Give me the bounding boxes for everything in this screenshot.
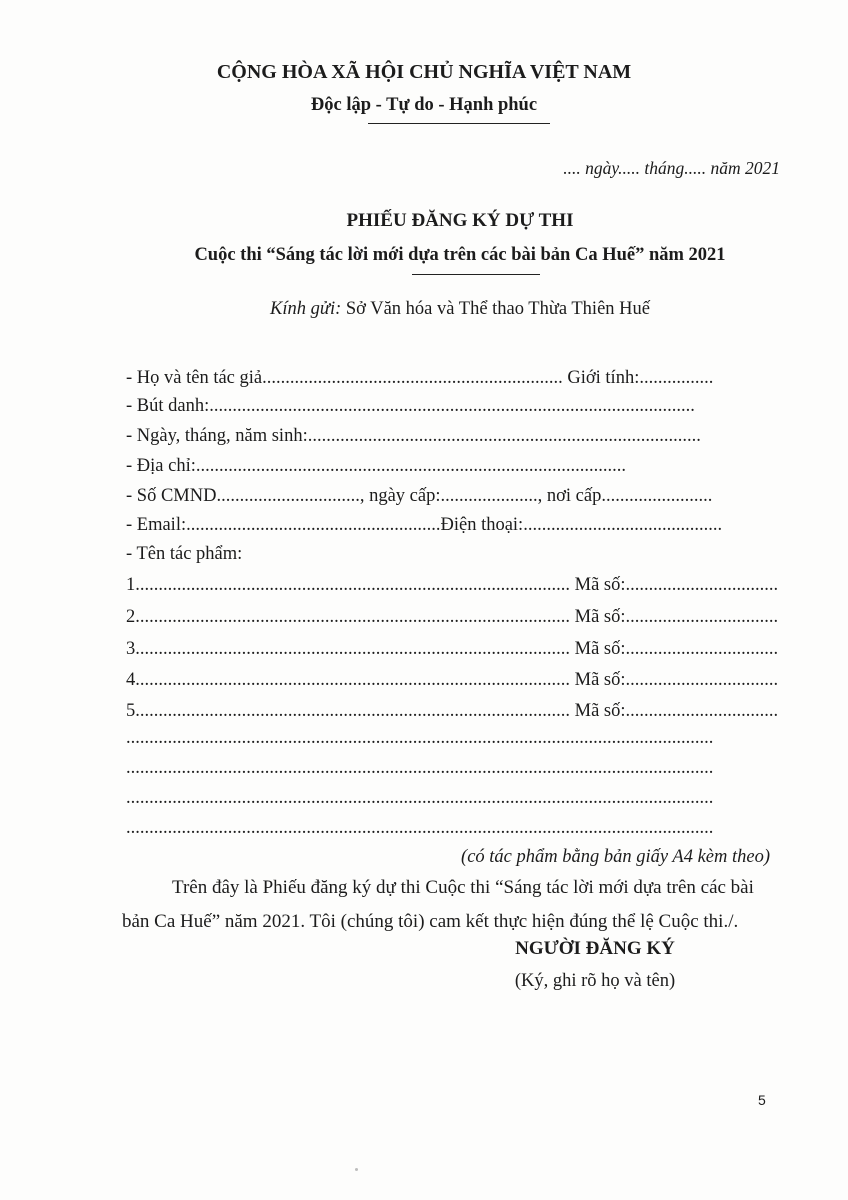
- pen-name-field[interactable]: - Bút danh:.........................................................................................................: [126, 396, 695, 416]
- extra-line-2[interactable]: ...............................................................................................................................: [126, 758, 714, 778]
- recipient-name: Sở Văn hóa và Thể thao Thừa Thiên Huế: [341, 299, 650, 319]
- attachment-note: (có tác phẩm bằng bản giấy A4 kèm theo): [461, 847, 770, 867]
- id-card-field[interactable]: - Số CMND..............................., ngày cấp:....................., nơi cấp........................: [126, 486, 713, 506]
- work-entry-4[interactable]: 4.............................................................................................. Mã số:.................................: [126, 670, 779, 690]
- scan-speck: [355, 1168, 358, 1171]
- page-number: 5: [758, 1092, 766, 1108]
- signature-note: (Ký, ghi rõ họ và tên): [514, 971, 676, 991]
- birth-date-field[interactable]: - Ngày, tháng, năm sinh:.....................................................................................: [126, 426, 701, 446]
- work-entry-1[interactable]: 1.............................................................................................. Mã số:.................................: [126, 575, 779, 595]
- work-entry-5[interactable]: 5.............................................................................................. Mã số:.................................: [126, 701, 779, 721]
- motto-underline: [368, 123, 550, 124]
- extra-line-3[interactable]: ...............................................................................................................................: [126, 788, 714, 808]
- form-title: PHIẾU ĐĂNG KÝ DỰ THI: [346, 210, 574, 231]
- motto: Độc lập - Tự do - Hạnh phúc: [310, 95, 538, 115]
- email-phone-field[interactable]: - Email:.......................................................Điện thoại:...........................................: [126, 515, 723, 535]
- recipient-label: Kính gửi:: [270, 299, 342, 319]
- subtitle-underline: [412, 274, 540, 275]
- date-line: .... ngày..... tháng..... năm 2021: [563, 158, 780, 178]
- statement-line-2: bản Ca Huế” năm 2021. Tôi (chúng tôi) cam kết thực hiện đúng thể lệ Cuộc thi./.: [122, 911, 739, 932]
- works-label: - Tên tác phẩm:: [126, 544, 243, 564]
- contest-subtitle: Cuộc thi “Sáng tác lời mới dựa trên các bài bản Ca Huế” năm 2021: [194, 245, 726, 265]
- statement-line-1: Trên đây là Phiếu đăng ký dự thi Cuộc thi “Sáng tác lời mới dựa trên các bài: [172, 877, 754, 898]
- extra-line-4[interactable]: ...............................................................................................................................: [126, 818, 714, 838]
- address-field[interactable]: - Địa chỉ:.............................................................................................: [126, 456, 626, 476]
- author-name-field[interactable]: - Họ và tên tác giả................................................................. Giới tính:................: [126, 368, 714, 388]
- work-entry-2[interactable]: 2.............................................................................................. Mã số:.................................: [126, 607, 779, 627]
- extra-line-1[interactable]: ...............................................................................................................................: [126, 728, 714, 748]
- work-entry-3[interactable]: 3.............................................................................................. Mã số:.................................: [126, 639, 779, 659]
- recipient-line: [0, 299, 848, 320]
- signer-title: NGƯỜI ĐĂNG KÝ: [515, 938, 675, 959]
- nation-header: CỘNG HÒA XÃ HỘI CHỦ NGHĨA VIỆT NAM: [216, 61, 632, 83]
